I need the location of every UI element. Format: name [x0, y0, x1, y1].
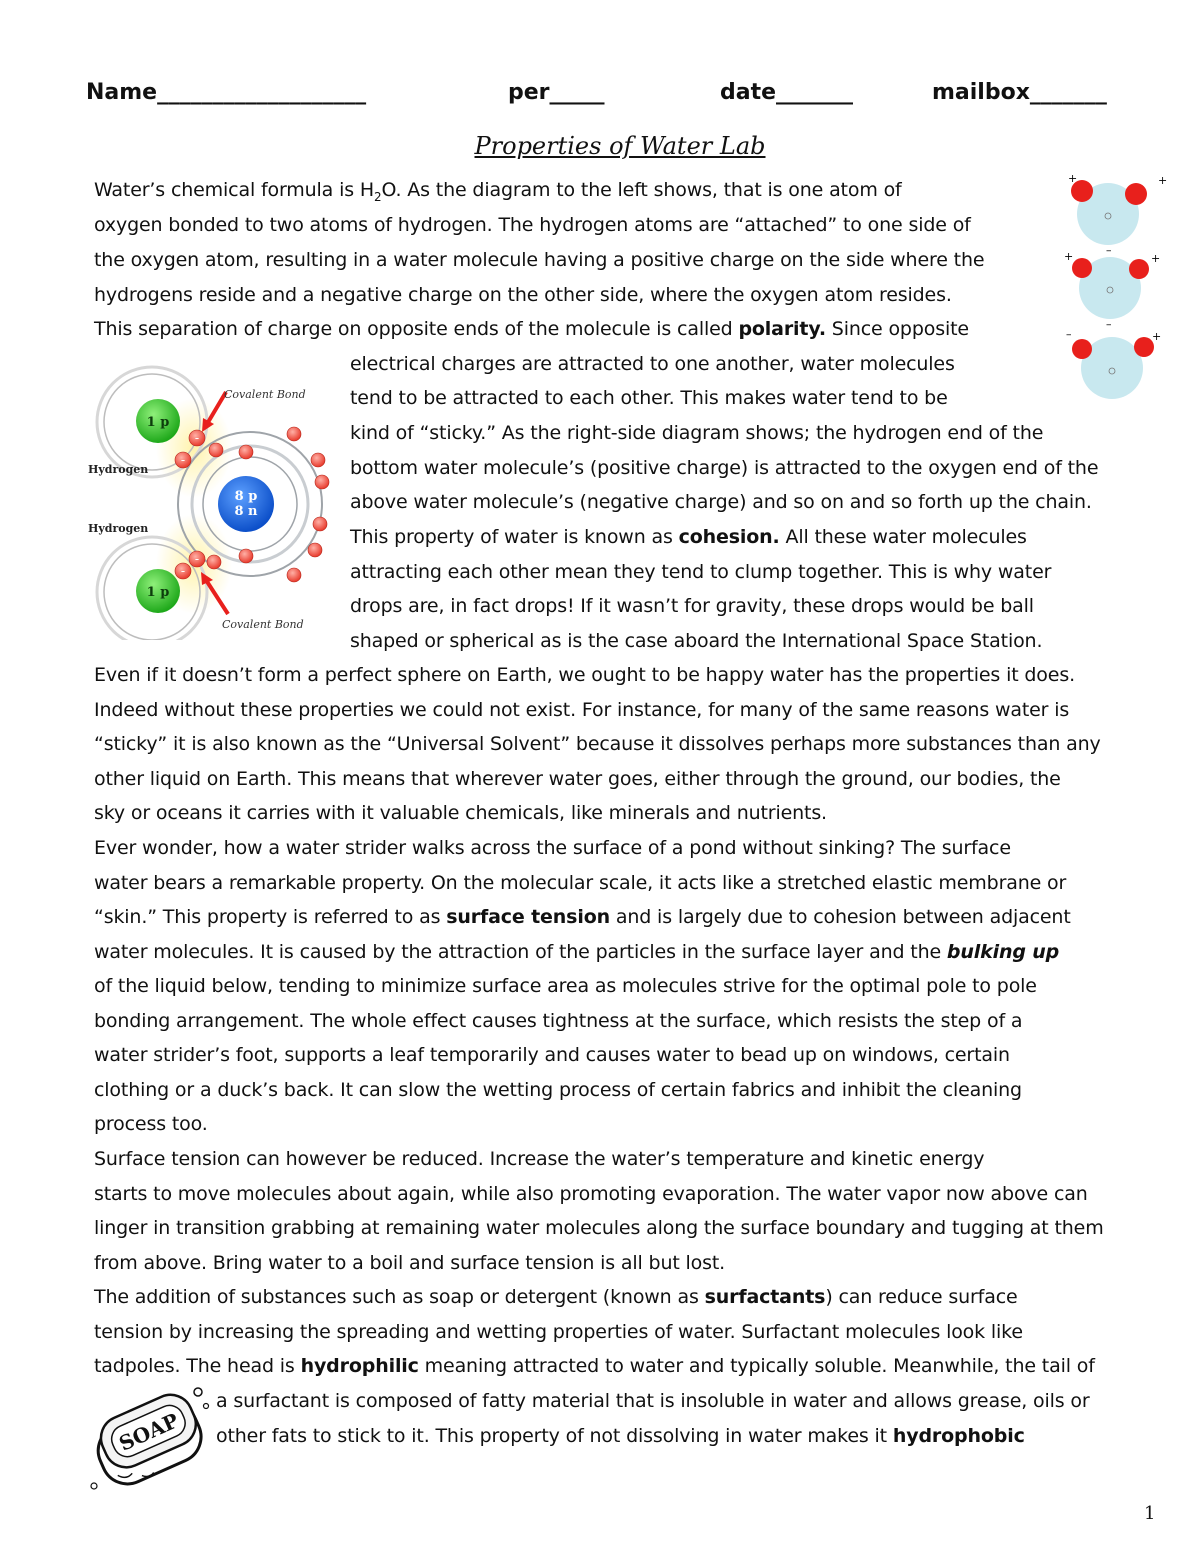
name-field: Name___________________ [86, 80, 367, 105]
svg-text:–: – [1106, 244, 1112, 257]
text-line-34: tension by increasing the spreading and wetting properties of water. Surfactant molecules look like [94, 1321, 1023, 1343]
svg-text:1 p: 1 p [146, 415, 170, 430]
text-line-19: sky or oceans it carries with it valuable chemicals, like minerals and nutrients. [94, 802, 827, 824]
text-line-13: drops are, in fact drops! If it wasn’t for gravity, these drops would be ball [350, 595, 1034, 617]
text-line-33: The addition of substances such as soap or detergent (known as surfactants) can reduce surface [94, 1286, 1018, 1308]
svg-text:+: + [1151, 252, 1161, 265]
soap-bar-illustration [84, 1378, 212, 1502]
svg-text:Hydrogen: Hydrogen [88, 522, 149, 535]
text-line-5: This separation of charge on opposite ends of the molecule is called polarity. Since opposite [94, 318, 969, 340]
svg-text:+: + [1158, 174, 1168, 187]
text-line-3: the oxygen atom, resulting in a water molecule having a positive charge on the side where the [94, 249, 985, 271]
date-field: date_______ [720, 80, 854, 105]
text-line-27: clothing or a duck’s back. It can slow the wetting process of certain fabrics and inhibit the cleaning [94, 1079, 1022, 1101]
text-line-2: oxygen bonded to two atoms of hydrogen. The hydrogen atoms are “attached” to one side of [94, 214, 971, 236]
term-surfactants: surfactants [704, 1286, 826, 1308]
svg-text:+: + [1068, 172, 1078, 185]
water-molecule-middle [1064, 244, 1160, 319]
svg-text:–: – [195, 554, 199, 564]
text-line-21: water bears a remarkable property. On the molecular scale, it acts like a stretched elastic membrane or [94, 872, 1067, 894]
text-line-26: water strider’s foot, supports a leaf temporarily and causes water to bead up on windows, certain [94, 1044, 1010, 1066]
text-line-35: tadpoles. The head is hydrophilic meaning attracted to water and typically soluble. Meanwhile, the tail of [94, 1355, 1095, 1377]
water-molecule-chain-diagram [1060, 172, 1170, 402]
text-line-7: tend to be attracted to each other. This makes water tend to be [350, 387, 948, 409]
svg-text:8 p: 8 p [234, 489, 258, 504]
text-line-32: from above. Bring water to a boil and surface tension is all but lost. [94, 1252, 726, 1274]
text-line-17: “sticky” it is also known as the “Universal Solvent” because it dissolves perhaps more substances than any [94, 733, 1101, 755]
text-line-12: attracting each other mean they tend to clump together. This is why water [350, 561, 1052, 583]
svg-text:+: + [1064, 250, 1074, 263]
svg-text:SOAP: SOAP [115, 1408, 183, 1456]
water-molecule-bottom [1066, 318, 1161, 399]
text-line-22: “skin.” This property is referred to as surface tension and is largely due to cohesion between adjacent [94, 906, 1071, 928]
text-line-18: other liquid on Earth. This means that wherever water goes, either through the ground, our bodies, the [94, 768, 1061, 790]
text-line-20: Ever wonder, how a water strider walks across the surface of a pond without sinking? The surface [94, 837, 1011, 859]
text-line-29: Surface tension can however be reduced. Increase the water’s temperature and kinetic energy [94, 1148, 985, 1170]
term-polarity: polarity. [738, 318, 826, 340]
term-bulking-up: bulking up [946, 941, 1060, 963]
svg-text:–: – [181, 455, 185, 465]
text-line-1: Water’s chemical formula is $H_2O$. As the diagram to the left shows, that is one atom of [94, 179, 902, 204]
text-line-10: above water molecule’s (negative charge) and so on and so forth up the chain. [350, 491, 1092, 513]
text-line-31: linger in transition grabbing at remaining water molecules along the surface boundary and tugging at them [94, 1217, 1104, 1239]
text-line-15: Even if it doesn’t form a perfect sphere on Earth, we ought to be happy water has the properties it does. [94, 664, 1075, 686]
text-line-24: of the liquid below, tending to minimize surface area as molecules strive for the optimal pole to pole [94, 975, 1037, 997]
term-surface-tension: surface tension [446, 906, 610, 928]
term-hydrophobic: hydrophobic [892, 1425, 1025, 1447]
text-line-28: process too. [94, 1113, 208, 1135]
term-hydrophilic: hydrophilic [300, 1355, 419, 1377]
text-line-36: a surfactant is composed of fatty material that is insoluble in water and allows grease, oils or [216, 1390, 1090, 1412]
text-line-6: electrical charges are attracted to one another, water molecules [350, 353, 955, 375]
text-line-14: shaped or spherical as is the case aboard the International Space Station. [350, 630, 1043, 652]
mailbox-field: mailbox_______ [932, 80, 1107, 105]
page-title: Properties of Water Lab [474, 132, 766, 160]
text-line-37: other fats to stick to it. This property of not dissolving in water makes it hydrophobic [216, 1425, 1025, 1447]
svg-text:1 p: 1 p [146, 585, 170, 600]
text-line-4: hydrogens reside and a negative charge on the other side, where the oxygen atom resides. [94, 284, 952, 306]
term-cohesion: cohesion. [678, 526, 780, 548]
svg-text:Covalent Bond: Covalent Bond [224, 388, 306, 401]
svg-text:Hydrogen: Hydrogen [88, 463, 149, 476]
svg-text:+: + [1152, 330, 1162, 343]
page-number: 1 [1144, 1503, 1156, 1524]
text-line-25: bonding arrangement. The whole effect causes tightness at the surface, which resists the step of a [94, 1010, 1023, 1032]
text-line-11: This property of water is known as cohesion. All these water molecules [350, 526, 1027, 548]
atom-bond-diagram [86, 352, 338, 640]
text-line-16: Indeed without these properties we could not exist. For instance, for many of the same reasons water is [94, 699, 1070, 721]
svg-text:Covalent Bond: Covalent Bond [222, 618, 304, 631]
period-field: per_____ [508, 80, 605, 105]
svg-text:–: – [181, 566, 185, 576]
svg-text:–: – [195, 433, 199, 443]
svg-text:–: – [1106, 318, 1112, 331]
svg-text:–: – [1066, 328, 1072, 341]
svg-text:8 n: 8 n [234, 504, 258, 519]
text-line-30: starts to move molecules about again, while also promoting evaporation. The water vapor now above can [94, 1183, 1088, 1205]
text-line-9: bottom water molecule’s (positive charge) is attracted to the oxygen end of the [350, 457, 1099, 479]
text-line-8: kind of “sticky.” As the right-side diagram shows; the hydrogen end of the [350, 422, 1044, 444]
water-molecule-top [1068, 172, 1167, 245]
text-line-23: water molecules. It is caused by the attraction of the particles in the surface layer and the bulking up [94, 941, 1060, 963]
